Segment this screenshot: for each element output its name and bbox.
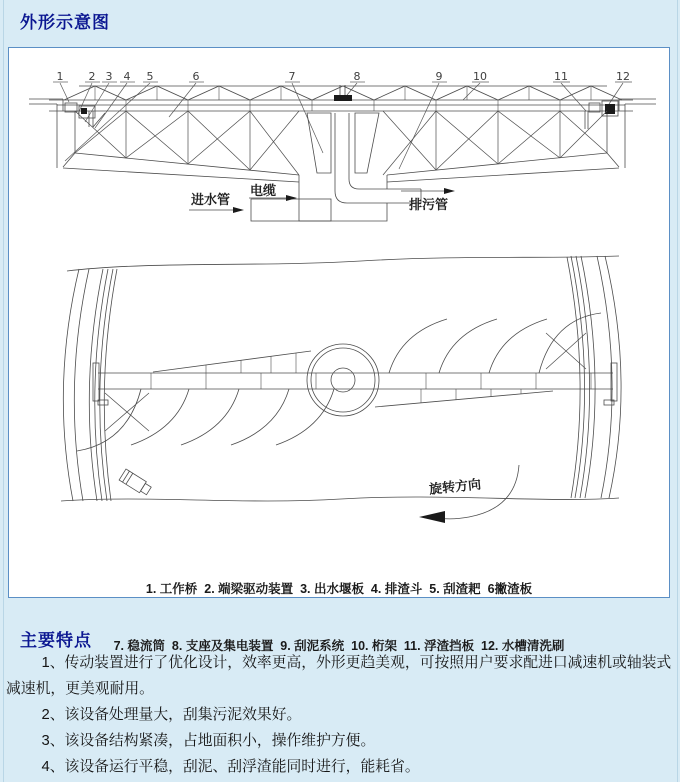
callout-10: 10 (473, 70, 487, 83)
tank-floor (63, 153, 619, 182)
center-feedwell (307, 344, 379, 416)
cable-arrow-icon (286, 195, 297, 201)
callout-6: 6 (192, 70, 200, 83)
legend-line-2: 7. 稳流筒 8. 支座及集电装置 9. 刮泥系统 10. 桁架 11. 浮渣挡板 12. 水槽清洗刷 (113, 639, 565, 653)
center-support-collector (334, 85, 352, 101)
center-drive-column (299, 113, 421, 221)
callout-1: 1 (56, 70, 64, 83)
drain-pipe-label: 排污管 (409, 198, 449, 213)
right-tank-wall (585, 99, 656, 168)
callout-8: 8 (353, 70, 361, 83)
elevation-labels (189, 183, 455, 213)
elevation-view (29, 70, 656, 221)
plan-right-wall (567, 256, 621, 498)
rotation-direction-label: 旋转方向 (428, 477, 482, 498)
feature-item-3: 3、该设备结构紧凑，占地面积小，操作维护方便。 (41, 733, 376, 749)
callout-2: 2 (88, 70, 96, 83)
plan-view (61, 256, 621, 523)
scraper-frames (153, 351, 553, 407)
drain-arrow-icon (444, 188, 455, 194)
callout-7: 7 (288, 70, 296, 83)
scum-box (119, 469, 152, 496)
callout-11: 11 (554, 70, 568, 83)
feature-item-2: 2、该设备处理量大，刮集污泥效果好。 (41, 707, 302, 723)
inlet-pipe (251, 199, 331, 221)
rotation-arrow-icon (419, 511, 445, 523)
page-left-border (3, 0, 4, 782)
plan-break-lines (61, 256, 619, 501)
features-list (6, 650, 676, 780)
callout-9: 9 (435, 70, 443, 83)
features-heading: 主要特点 (20, 631, 92, 650)
inlet-pipe-label: 进水管 (191, 193, 231, 208)
inlet-arrow-icon (233, 207, 244, 213)
left-tank-wall (29, 99, 105, 168)
scraper-truss (75, 111, 607, 175)
page-title: 外形示意图 (20, 13, 110, 32)
feature-item-4: 4、该设备运行平稳，刮泥、刮浮渣能同时进行，能耗省。 (41, 759, 420, 775)
clarifier-schematic-drawing (9, 48, 669, 542)
callout-numbers (57, 70, 631, 83)
cable-label: 电缆 (250, 184, 277, 199)
scraper-blades (77, 313, 601, 451)
callout-3: 3 (105, 70, 113, 83)
callout-4: 4 (123, 70, 131, 83)
legend-line-1: 1. 工作桥 2. 端梁驱动装置 3. 出水堰板 4. 排渣斗 5. 刮渣耙 6撇渣板 (145, 582, 533, 596)
page-right-border (677, 0, 678, 782)
plan-left-wall (63, 269, 117, 501)
callout-12: 12 (616, 70, 630, 83)
callout-5: 5 (146, 70, 154, 83)
feature-item-1: 1、传动装置进行了优化设计，效率更高，外形更趋美观，可按照用户要求配进口减速机或轴装式减速机，更美观耐用。 (6, 655, 672, 697)
rotation-direction (419, 465, 519, 523)
